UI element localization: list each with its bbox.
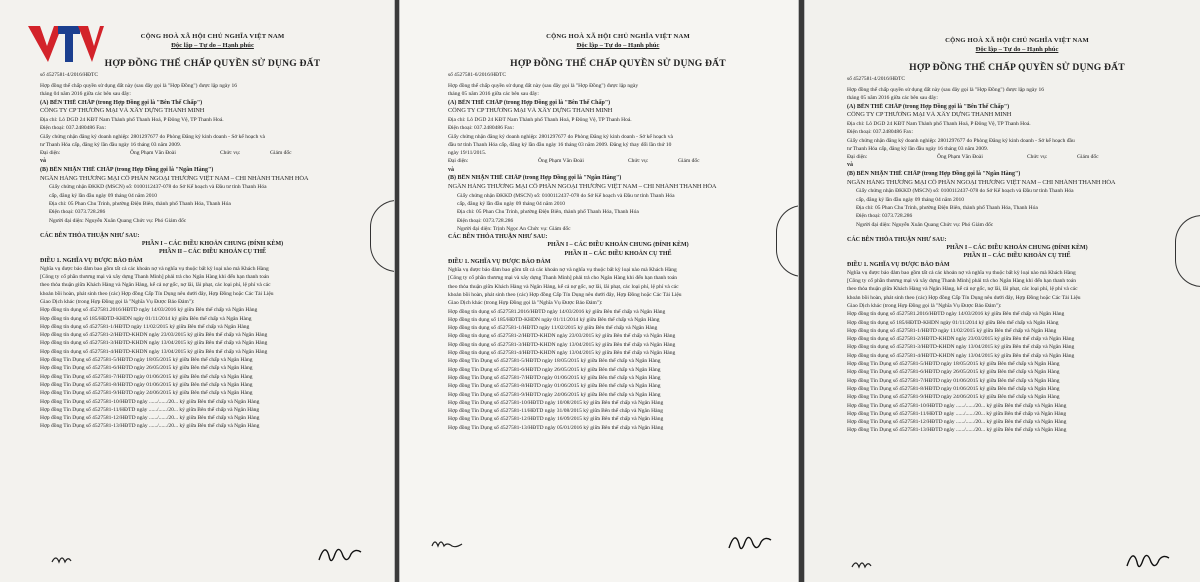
article-1: ĐIỀU 1. NGHĨA VỤ ĐƯỢC BẢO ĐẢM	[847, 261, 950, 268]
initials-mark	[430, 534, 470, 554]
party-a-line: ngày 19/11/2015.	[448, 150, 487, 157]
contract-item: Hợp đồng Tín Dụng số 4527581-11/HĐTD ngày ....../....../20... ký giữa Bên thế chấp và Ngân Hàng	[40, 406, 260, 413]
intro-line: tháng 05 năm 2016 giữa các bên sau đây:	[448, 91, 539, 98]
contract-item: Hợp đồng tín dụng số 4527581-4/HĐTD-KHDN ngày 13/04/2015 ký giữa Bên thế chấp và Ngân Hàng	[40, 348, 268, 355]
intro-line: Hợp đồng thế chấp quyền sử dụng đất này (sau đây gọi là "Hợp Đồng") được lập ngày 16	[40, 83, 237, 89]
contract-item: Hợp đồng Tín Dụng số 4527581-8/HĐTD ngày 01/06/2015 ký giữa Bên thế chấp và Ngân Hàng	[847, 385, 1060, 392]
and-label: và	[448, 166, 454, 173]
contract-title: HỢP ĐỒNG THẾ CHẤP QUYỀN SỬ DỤNG ĐẤT	[909, 62, 1125, 73]
party-b-line: Người đại diện: Trịnh Ngọc An Chức vụ: Giám đốc	[457, 225, 571, 232]
party-b-line: Điện thoại: 0373.728.286	[856, 213, 913, 220]
contract-item: Hợp đồng Tín Dụng số 4527581-5/HĐTD ngày 18/05/2015 ký giữa Bên thế chấp và Ngân Hàng	[847, 361, 1060, 368]
contract-item: Hợp đồng tín dụng số 4527581-2/HĐTD-KHDN ngày 23/03/2015 ký giữa Bên thế chấp và Ngân Hàng	[847, 336, 1075, 343]
article-1: ĐIỀU 1. NGHĨA VỤ ĐƯỢC BẢO ĐẢM	[448, 258, 551, 265]
motto: Độc lập – Tự do – Hạnh phúc	[171, 42, 254, 49]
body-line: khoản bồi hoàn, phát sinh theo (các) Hợp đồng Cấp Tín Dụng nêu dưới đây, Hợp Đồng hoặc Các Tài Liệu	[40, 290, 274, 297]
body-line: [Công ty cổ phần thương mại và xây dựng Thanh Minh] phải trả cho Ngân Hàng khi đến hạn thanh toán	[847, 278, 1077, 285]
party-b-heading: (B) BÊN NHẬN THẾ CHẤP (trong Hợp Đồng gọi là "Ngân Hàng")	[448, 175, 622, 182]
contract-page-2	[400, 0, 798, 582]
party-b-line: Giấy chứng nhận ĐKKD (MSCN) số: 0100112437-078 do Sở Kế hoạch và Đầu tư tỉnh Thanh Hóa	[49, 184, 267, 191]
body-line: [Công ty cổ phần thương mại và xây dựng Thanh Minh] phải trả cho Ngân Hàng khi đến hạn thanh toán	[448, 275, 678, 282]
part-two: PHẦN II – CÁC ĐIỀU KHOẢN CỤ THỂ	[158, 249, 267, 256]
signature-mark	[1123, 546, 1173, 572]
contract-item: Hợp đồng Tín Dụng số 4527581-9/HĐTD ngày 24/06/2015 ký giữa Bên thế chấp và Ngân Hàng	[448, 391, 661, 398]
body-line: khoản bồi hoàn, phát sinh theo (các) Hợp đồng Cấp Tín Dụng nêu dưới đây, Hợp Đồng hoặc Các Tài Liệu	[847, 294, 1081, 301]
motto: Độc lập – Tự do – Hạnh phúc	[975, 46, 1059, 53]
contract-item: Hợp đồng tín dụng số 185/HĐTD-KHDN ngày 01/11/2014 ký giữa Bên thế chấp và Ngân Hàng	[40, 315, 252, 322]
signature-mark	[315, 540, 365, 566]
contract-page-3	[805, 0, 1200, 582]
contract-item: Hợp đồng Tín Dụng số 4527581-10/HĐTD ngày ....../....../20... ký giữa Bên thế chấp và Ngân Hàng	[847, 402, 1067, 409]
party-a-name: CÔNG TY CP THƯƠNG MẠI VÀ XÂY DỰNG THANH MINH	[448, 107, 613, 115]
page-header	[448, 32, 788, 50]
party-b-line: Địa chỉ: 05 Phan Chu Trinh, phường Điện Biên, thành phố Thanh Hóa, Thanh Hóa	[49, 201, 231, 208]
party-a-heading: (A) BÊN THẾ CHẤP (trong Hợp Đồng gọi là "Bên Thế Chấp")	[40, 99, 203, 106]
party-b-line: cấp, đăng ký lần đầu ngày 09 tháng 04 năm 2010	[856, 196, 964, 203]
contract-item: Hợp đồng Tín Dụng số 4527581-10/HĐTD ngày 10/08/2015 ký giữa Bên thế chấp và Ngân Hàng	[448, 399, 664, 406]
body-line: [Công ty cổ phần thương mại và xây dựng Thanh Minh] phải trả cho Ngân Hàng khi đến hạn thanh toán	[40, 274, 270, 281]
contract-item: Hợp đồng Tín Dụng số 4527581-5/HĐTD ngày 18/05/2015 ký giữa Bên thế chấp và Ngân Hàng	[40, 357, 253, 364]
party-b-line: Người đại diện: Nguyễn Xuân Quang Chức vụ: Phó Giám đốc	[49, 217, 187, 224]
contract-item: Hợp đồng Tín Dụng số 4527581-9/HĐTD ngày 24/06/2015 ký giữa Bên thế chấp và Ngân Hàng	[40, 390, 253, 397]
contract-number: số 4527581-6/2016/HĐTC	[448, 72, 506, 78]
rep-title: Giám đốc	[1077, 154, 1099, 161]
contract-item: Hợp đồng tín dụng số 4527581-2/HĐTD-KHDN ngày 23/03/2015 ký giữa Bên thế chấp và Ngân Hàng	[448, 333, 676, 340]
contract-item: Hợp đồng tín dụng số 4527581-3/HĐTD-KHDN ngày 13/04/2015 ký giữa Bên thế chấp và Ngân Hàng	[847, 344, 1075, 351]
contract-item: Hợp đồng Tín Dụng số 4527581-8/HĐTD ngày 01/06/2015 ký giữa Bên thế chấp và Ngân Hàng	[448, 383, 661, 390]
party-a-heading: (A) BÊN THẾ CHẤP (trong Hợp Đồng gọi là "Bên Thế Chấp")	[847, 103, 1010, 110]
party-a-representative	[40, 149, 385, 157]
party-a-line: Điện thoại: 037.2480486 Fax:	[40, 125, 106, 132]
nation-title: CỘNG HOÀ XÃ HỘI CHỦ NGHĨA VIỆT NAM	[140, 33, 285, 40]
rep-title-label: Chức vụ:	[1027, 154, 1048, 161]
body-line: Giao Dịch khác (trong Hợp Đồng gọi là "Nghĩa Vụ Được Bảo Đảm"):	[847, 302, 1002, 309]
party-b-line: Địa chỉ: 05 Phan Chu Trinh, phường Điện Biên, thành phố Thanh Hóa, Thanh Hóa	[856, 205, 1038, 212]
contract-item: Hợp đồng tín dụng số 4527581-4/HĐTD-KHDN ngày 13/04/2015 ký giữa Bên thế chấp và Ngân Hàng	[448, 350, 676, 357]
contract-item: Hợp đồng Tín Dụng số 4527581-12/HĐTD ngày ....../....../20... ký giữa Bên thế chấp và Ngân Hàng	[847, 419, 1067, 426]
party-b-line: Điện thoại: 0373.728.286	[49, 209, 106, 216]
party-b-line: Giấy chứng nhận ĐKKD (MSCN) số: 0100112437-078 do Sở Kế hoạch và Đầu tư tỉnh Thanh Hóa	[856, 188, 1074, 195]
rep-name: Ông Phạm Văn Đoài	[937, 154, 983, 161]
contract-number: số 4527581-4/2016/HĐTC	[847, 76, 905, 82]
nation-title: CỘNG HOÀ XÃ HỘI CHỦ NGHĨA VIỆT NAM	[546, 33, 690, 40]
body-line: khoản bồi hoàn, phát sinh theo (các) Hợp đồng Cấp Tín Dụng nêu dưới đây, Hợp Đồng hoặc Các Tài Liệu	[448, 291, 682, 298]
contract-item: Hợp đồng tín dụng số 4527581.2016/HĐTD ngày 14/03/2016 ký giữa Bên thế chấp và Ngân Hàng	[847, 311, 1065, 318]
body-line: Nghĩa vụ được bảo đảm bao gồm tất cả các khoản nợ và nghĩa vụ thuộc bất kỳ loại nào mà Khách Hàng	[847, 269, 1076, 276]
page-content	[847, 36, 1187, 435]
contract-item: Hợp đồng Tín Dụng số 4527581-7/HĐTD ngày 01/06/2015 ký giữa Bên thế chấp và Ngân Hàng	[40, 373, 253, 380]
party-a-heading: (A) BÊN THẾ CHẤP (trong Hợp Đồng gọi là "Bên Thế Chấp")	[448, 99, 611, 106]
intro-line: tháng 04 năm 2016 giữa các bên sau đây:	[40, 91, 131, 98]
party-a-line: Giấy chứng nhận đăng ký doanh nghiệp: 2801297677 do Phòng Đăng ký kinh doanh - Sở kế hoạch và	[448, 133, 673, 140]
rep-title-label: Chức vụ:	[628, 158, 649, 165]
party-a-line: Giấy chứng nhận đăng ký doanh nghiệp: 2801297677 do Phòng Đăng ký kinh doanh - Sở kế hoạch đầu	[847, 137, 1075, 144]
party-b-name: NGÂN HÀNG THƯƠNG MẠI CỔ PHẦN NGOẠI THƯƠNG VIỆT NAM – CHI NHÁNH THANH HÓA	[40, 174, 309, 182]
intro-line: Hợp đồng thế chấp quyền sử dụng đất này (sau đây gọi là "Hợp Đồng") được lập ngày	[448, 83, 639, 89]
part-one: PHẦN I – CÁC ĐIỀU KHOẢN CHUNG (ĐÍNH KÈM)	[946, 245, 1088, 252]
contract-item: Hợp đồng Tín Dụng số 4527581-13/HĐTD ngày ....../....../20... ký giữa Bên thế chấp và Ngân Hàng	[847, 427, 1067, 434]
party-b-line: Địa chỉ: 05 Phan Chu Trinh, phường Điện Biên, thành phố Thanh Hóa, Thanh Hóa	[457, 209, 639, 216]
contract-item: Hợp đồng tín dụng số 4527581-3/HĐTD-KHDN ngày 13/04/2015 ký giữa Bên thế chấp và Ngân Hàng	[448, 341, 676, 348]
contract-item: Hợp đồng tín dụng số 4527581-3/HĐTD-KHDN ngày 13/04/2015 ký giữa Bên thế chấp và Ngân Hàng	[40, 340, 268, 347]
contract-number: số 4527581-4/2016/HĐTC	[40, 72, 98, 78]
party-a-representative	[448, 157, 788, 165]
contract-item: Hợp đồng Tín Dụng số 4527581-7/HĐTD ngày 01/06/2015 ký giữa Bên thế chấp và Ngân Hàng	[847, 377, 1060, 384]
party-b-line: cấp, đăng ký lần đầu ngày 09 tháng 04 năm 2010	[457, 201, 565, 208]
page-content	[448, 32, 788, 432]
contract-page-1	[0, 0, 394, 582]
agreement-heading: CÁC BÊN THỎA THUẬN NHƯ SAU:	[448, 234, 548, 241]
contract-item: Hợp đồng Tín Dụng số 4527581-6/HĐTD ngày 26/05/2015 ký giữa Bên thế chấp và Ngân Hàng	[847, 369, 1060, 376]
contract-item: Hợp đồng Tín Dụng số 4527581-13/HĐTD ngày ....../....../20... ký giữa Bên thế chấp và Ngân Hàng	[40, 423, 260, 430]
body-line: theo thỏa thuận giữa Khách Hàng và Ngân Hàng, kể cả nợ gốc, nợ lãi, lãi phạt, các loại phí, lệ phí và các	[847, 286, 1078, 293]
party-a-line: tư Thanh Hóa cấp, đăng ký lần đầu ngày 16 tháng 03 năm 2009.	[847, 145, 989, 152]
part-one: PHẦN I – CÁC ĐIỀU KHOẢN CHUNG (ĐÍNH KÈM)	[547, 242, 689, 249]
rep-label: Đại diện:	[847, 154, 868, 161]
party-a-line: đầu tư tỉnh Thanh Hóa cấp, đăng ký lần đầu ngày 16 tháng 03 năm 2009. Đăng ký thay đổi lần thứ 10	[448, 141, 672, 148]
party-a-line: Giấy chứng nhận đăng ký doanh nghiệp: 2801297677 do Phòng Đăng ký kinh doanh - Sở kế hoạch và	[40, 133, 265, 140]
contract-item: Hợp đồng Tín Dụng số 4527581-5/HĐTD ngày 18/05/2015 ký giữa Bên thế chấp và Ngân Hàng	[448, 358, 661, 365]
party-a-representative	[847, 153, 1187, 161]
body-line: Giao Dịch khác (trong Hợp Đồng gọi là "Nghĩa Vụ Được Bảo Đảm"):	[448, 300, 603, 307]
rep-label: Đại diện:	[448, 158, 469, 165]
vtv-logo-icon	[28, 26, 104, 62]
contract-item: Hợp đồng Tín Dụng số 4527581-11/HĐTD ngày ....../....../20... ký giữa Bên thế chấp và Ngân Hàng	[847, 410, 1067, 417]
rep-name: Ông Phạm Văn Đoài	[130, 150, 176, 157]
page-header	[847, 36, 1187, 54]
contract-item: Hợp đồng Tín Dụng số 4527581-12/HĐTD ngày 16/09/2015 ký giữa Bên thế chấp và Ngân Hàng	[448, 416, 664, 423]
body-line: theo thỏa thuận giữa Khách Hàng và Ngân Hàng, kể cả nợ gốc, nợ lãi, lãi phạt, các loại phí, lệ phí và các	[448, 283, 679, 290]
contract-item: Hợp đồng Tín Dụng số 4527581-13/HĐTD ngày 05/01/2016 ký giữa Bên thế chấp và Ngân Hàng	[448, 424, 664, 431]
party-a-line: Địa chỉ: Lô DGD 24 KĐT Nam Thành phố Thanh Hoá, P Đông Vệ, TP Thanh Hoá.	[847, 120, 1031, 127]
party-b-line: cấp, đăng ký lần đầu ngày 09 tháng 04 năm 2010	[49, 192, 157, 199]
party-b-line: Giấy chứng nhận ĐKKD (MSCN) số: 0100112437-078 do Sở Kế hoạch và Đầu tư tỉnh Thanh Hóa	[457, 192, 675, 199]
contract-item: Hợp đồng Tín Dụng số 4527581-12/HĐTD ngày ....../....../20... ký giữa Bên thế chấp và Ngân Hàng	[40, 415, 260, 422]
contract-item: Hợp đồng Tín Dụng số 4527581-10/HĐTD ngày ....../....../20... ký giữa Bên thế chấp và Ngân Hàng	[40, 398, 260, 405]
party-a-line: Địa chỉ: Lô DGD 24 KĐT Nam Thành phố Thanh Hoá, P Đông Vệ, TP Thanh Hoá.	[448, 116, 632, 123]
contract-item: Hợp đồng tín dụng số 4527581-1/HĐTD ngày 11/02/2015 ký giữa Bên thế chấp và Ngân Hàng	[448, 325, 658, 332]
body-line: Nghĩa vụ được bảo đảm bao gồm tất cả các khoản nợ và nghĩa vụ thuộc bất kỳ loại nào mà Khách Hàng	[40, 265, 269, 272]
party-a-line: Điện thoại: 037.2480486 Fax:	[847, 129, 913, 136]
party-b-name: NGÂN HÀNG THƯƠNG MẠI CỔ PHẦN NGOẠI THƯƠNG VIỆT NAM – CHI NHÁNH THANH HÓA	[847, 178, 1116, 186]
vtv-logo	[28, 26, 104, 67]
and-label: và	[40, 158, 46, 165]
rep-name: Ông Phạm Văn Đoài	[538, 158, 584, 165]
part-two: PHẦN II – CÁC ĐIỀU KHOẢN CỤ THỂ	[564, 250, 672, 257]
contract-title: HỢP ĐỒNG THẾ CHẤP QUYỀN SỬ DỤNG ĐẤT	[104, 58, 321, 69]
rep-label: Đại diện:	[40, 150, 61, 157]
party-b-line: Điện thoại: 0373.728.286	[457, 217, 514, 224]
contract-item: Hợp đồng Tín Dụng số 4527581-11/HĐTD ngày 31/08/2015 ký giữa Bên thế chấp và Ngân Hàng	[448, 408, 664, 415]
contract-title: HỢP ĐỒNG THẾ CHẤP QUYỀN SỬ DỤNG ĐẤT	[510, 58, 726, 69]
party-a-line: Điện thoại: 037.2480486 Fax:	[448, 125, 514, 132]
contract-item: Hợp đồng Tín Dụng số 4527581-7/HĐTD ngày 01/06/2015 ký giữa Bên thế chấp và Ngân Hàng	[448, 374, 661, 381]
agreement-heading: CÁC BÊN THỎA THUẬN NHƯ SAU:	[847, 236, 947, 243]
and-label: và	[847, 162, 853, 169]
body-line: Giao Dịch khác (trong Hợp Đồng gọi là "Nghĩa Vụ Được Bảo Đảm"):	[40, 298, 195, 305]
party-a-line: tư Thanh Hóa cấp, đăng ký lần đầu ngày 16 tháng 03 năm 2009.	[40, 141, 182, 148]
contract-item: Hợp đồng Tín Dụng số 4527581-8/HĐTD ngày 01/06/2015 ký giữa Bên thế chấp và Ngân Hàng	[40, 381, 253, 388]
nation-title: CỘNG HOÀ XÃ HỘI CHỦ NGHĨA VIỆT NAM	[945, 37, 1089, 44]
intro-line: tháng 05 năm 2016 giữa các bên sau đây:	[847, 95, 938, 102]
rep-title: Giám đốc	[678, 158, 700, 165]
body-line: Nghĩa vụ được bảo đảm bao gồm tất cả các khoản nợ và nghĩa vụ thuộc bất kỳ loại nào mà Khách Hàng	[448, 267, 677, 274]
party-a-name: CÔNG TY CP THƯƠNG MẠI VÀ XÂY DỰNG THANH MINH	[40, 107, 205, 115]
initials-mark	[50, 548, 80, 568]
agreement-heading: CÁC BÊN THỎA THUẬN NHƯ SAU:	[40, 232, 140, 239]
article-1: ĐIỀU 1. NGHĨA VỤ ĐƯỢC BẢO ĐẢM	[40, 257, 143, 264]
part-two: PHẦN II – CÁC ĐIỀU KHOẢN CỤ THỂ	[963, 253, 1071, 260]
party-b-line: Người đại diện: Nguyễn Xuân Quang Chức vụ: Phó Giám đốc	[856, 221, 994, 228]
contract-item: Hợp đồng tín dụng số 4527581-2/HĐTD-KHDN ngày 23/03/2015 ký giữa Bên thế chấp và Ngân Hàng	[40, 332, 268, 339]
party-b-heading: (B) BÊN NHẬN THẾ CHẤP (trong Hợp Đồng gọi là "Ngân Hàng")	[40, 167, 214, 174]
contract-item: Hợp đồng tín dụng số 185/HĐTD-KHDN ngày 01/11/2014 ký giữa Bên thế chấp và Ngân Hàng	[448, 316, 660, 323]
contract-item: Hợp đồng tín dụng số 4527581-1/HĐTD ngày 11/02/2015 ký giữa Bên thế chấp và Ngân Hàng	[40, 323, 250, 330]
body-line: theo thỏa thuận giữa Khách Hàng và Ngân Hàng, kể cả nợ gốc, nợ lãi, lãi phạt, các loại phí, lệ phí và các	[40, 282, 271, 289]
rep-title: Giám đốc	[270, 150, 292, 157]
party-a-name: CÔNG TY CP THƯƠNG MẠI VÀ XÂY DỰNG THANH MINH	[847, 111, 1012, 119]
initials-mark	[850, 553, 880, 573]
rep-title-label: Chức vụ:	[220, 150, 241, 157]
contract-item: Hợp đồng tín dụng số 185/HĐTD-KHDN ngày 01/11/2014 ký giữa Bên thế chấp và Ngân Hàng	[847, 319, 1059, 326]
intro-line: Hợp đồng thế chấp quyền sử dụng đất này (sau đây gọi là "Hợp Đồng") được lập ngày 16	[847, 87, 1044, 93]
contract-item: Hợp đồng Tín Dụng số 4527581-9/HĐTD ngày 24/06/2015 ký giữa Bên thế chấp và Ngân Hàng	[847, 394, 1060, 401]
party-b-heading: (B) BÊN NHẬN THẾ CHẤP (trong Hợp Đồng gọi là "Ngân Hàng")	[847, 171, 1021, 178]
contract-item: Hợp đồng tín dụng số 4527581-1/HĐTD ngày 11/02/2015 ký giữa Bên thế chấp và Ngân Hàng	[847, 327, 1057, 334]
motto: Độc lập – Tự do – Hạnh phúc	[576, 42, 660, 49]
contract-item: Hợp đồng Tín Dụng số 4527581-6/HĐTD ngày 26/05/2015 ký giữa Bên thế chấp và Ngân Hàng	[448, 366, 661, 373]
contract-item: Hợp đồng tín dụng số 4527581.2016/HĐTD ngày 14/03/2016 ký giữa Bên thế chấp và Ngân Hàng	[448, 308, 666, 315]
signature-mark	[725, 528, 775, 554]
page-content	[40, 32, 385, 431]
party-a-line: Địa chỉ: Lô DGD 24 KĐT Nam Thành phố Thanh Hoá, P Đông Vệ, TP Thanh Hoá.	[40, 116, 224, 123]
part-one: PHẦN I – CÁC ĐIỀU KHOẢN CHUNG (ĐÍNH KÈM)	[141, 241, 284, 248]
party-b-name: NGÂN HÀNG THƯƠNG MẠI CỔ PHẦN NGOẠI THƯƠNG VIỆT NAM – CHI NHÁNH THANH HÓA	[448, 182, 717, 190]
contract-item: Hợp đồng tín dụng số 4527581.2016/HĐTD ngày 14/03/2016 ký giữa Bên thế chấp và Ngân Hàng	[40, 307, 258, 314]
contract-item: Hợp đồng Tín Dụng số 4527581-6/HĐTD ngày 26/05/2015 ký giữa Bên thế chấp và Ngân Hàng	[40, 365, 253, 372]
contract-item: Hợp đồng tín dụng số 4527581-4/HĐTD-KHDN ngày 13/04/2015 ký giữa Bên thế chấp và Ngân Hàng	[847, 352, 1075, 359]
